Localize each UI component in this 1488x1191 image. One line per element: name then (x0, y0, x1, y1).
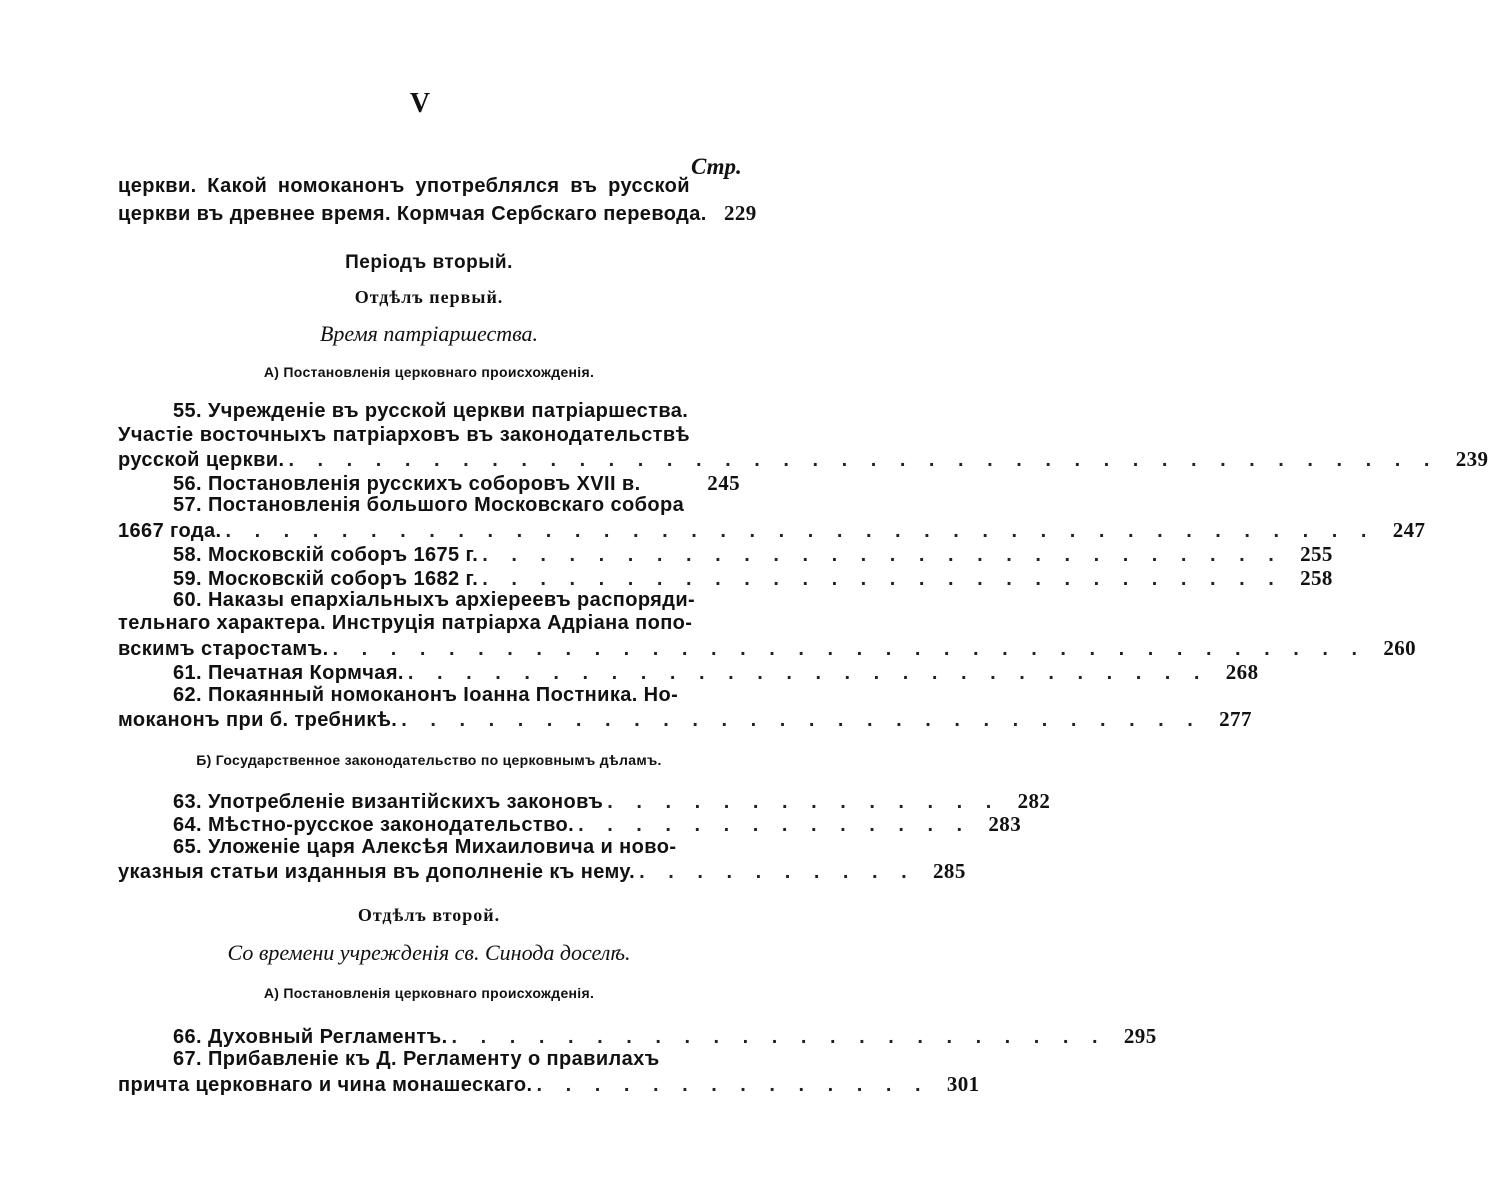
toc-line (118, 707, 1252, 733)
toc-line (118, 518, 1426, 544)
toc-line (118, 494, 740, 520)
toc-line-page: 301 (946, 1072, 980, 1096)
toc-line (118, 175, 740, 201)
toc-line-text: 59. Московскій соборъ 1682 г. (173, 568, 479, 590)
toc-line-text: 56. Постановленія русскихъ соборовъ XVII в. (173, 473, 641, 495)
dot-leader: . . . . . . . . . . . . . . . . . . . . . . . . . . . . . . . . . . . . . . . . (288, 449, 1439, 471)
dot-leader: . . . . . . . . . . . . . . . . . . . . . . . (451, 1026, 1107, 1048)
toc-line (118, 400, 740, 426)
toc-line (118, 542, 1333, 568)
toc-line-text: 61. Печатная Кормчая. (173, 662, 404, 684)
department-subtitle: Со времени учрежденія св. Синода доселѣ. (227, 940, 631, 965)
toc-line-page: 283 (988, 812, 1022, 836)
toc-line-text: вскимъ старостамъ. (118, 638, 329, 660)
toc-line-page: 247 (1392, 518, 1426, 542)
toc-line-page: 245 (707, 471, 740, 495)
toc-line (118, 812, 1022, 838)
dot-leader: . . . . . . . . . . . . . . (578, 814, 972, 836)
department-subtitle: Время патріаршества. (319, 321, 539, 346)
toc-line-text: 1667 года. (118, 520, 222, 542)
toc-line-text: 67. Прибавленіе къ Д. Регламенту о правилахъ (173, 1048, 660, 1070)
left-margin-strip (0, 0, 105, 1191)
toc-line-page: 277 (1219, 707, 1252, 731)
department-heading: Отдѣлъ второй. (357, 905, 501, 925)
period-heading: Періодъ вторый. (345, 252, 513, 273)
dot-leader: . . . . . . . . . . . . . . . . . . . . . . . . . . . . . . . . . . . . (332, 638, 1367, 660)
toc-line-text: русской церкви. (118, 449, 285, 471)
dot-leader: . . . . . . . . . . . . . . . . . . . . . . . . . . . . . . . . . . . . . . . . (225, 520, 1376, 542)
toc-line-page: 239 (1455, 447, 1488, 471)
toc-line-page: 229 (724, 201, 757, 225)
toc-line-text: причта церковнаго и чина монашескаго. (118, 1074, 533, 1096)
toc-line (118, 612, 740, 638)
toc-line-page: 255 (1300, 542, 1333, 566)
toc-line-page: 285 (933, 859, 966, 883)
dot-leader: . . . . . . . . . . . . . . (536, 1074, 930, 1096)
department-heading: Отдѣлъ первый. (354, 287, 504, 307)
section-heading: Б) Государственное законодательство по церковнымъ дѣламъ. (196, 752, 662, 768)
toc-line-page: 260 (1383, 636, 1417, 660)
toc-line-text: 57. Постановленія большого Московскаго собора (173, 494, 685, 516)
toc-line-text: Участіе восточныхъ патріарховъ въ законодательствѣ (118, 424, 690, 446)
toc-line-text: церкви. Какой номоканонъ употреблялся въ русской (118, 175, 690, 197)
toc-line-page: 295 (1123, 1024, 1157, 1048)
toc-line-page: 258 (1300, 566, 1333, 590)
toc-line (118, 660, 1259, 686)
toc-line-text: церкви въ древнее время. Кормчая Сербскаго перевода. (118, 203, 707, 225)
toc-line-page: 268 (1225, 660, 1259, 684)
dot-leader: . . . . . . . . . . (639, 861, 916, 883)
toc-line-text: 65. Уложеніе царя Алексѣя Михаиловича и ново- (173, 836, 677, 858)
section-heading: А) Постановленія церковнаго происхожденія. (263, 364, 595, 380)
toc-line-text: моканонъ при б. требникѣ. (118, 709, 398, 731)
toc-line-text: 66. Духовный Регламентъ. (173, 1026, 448, 1048)
toc-line (118, 636, 1417, 662)
toc-line-text: 58. Московскій соборъ 1675 г. (173, 544, 479, 566)
toc-line (118, 1024, 1157, 1050)
toc-line (118, 201, 757, 227)
toc-line (118, 1048, 740, 1074)
toc-line-text: 60. Наказы епархіальныхъ архіереевъ распоряди- (173, 589, 696, 611)
toc-line (118, 1072, 980, 1098)
toc-line-page: 282 (1017, 789, 1051, 813)
section-heading: А) Постановленія церковнаго происхожденія. (263, 985, 595, 1001)
dot-leader: . . . . . . . . . . . . . . . . . . . . . . . . . . . . (482, 544, 1283, 566)
dot-leader: . . . . . . . . . . . . . . . . . . . . . . . . . . . . (482, 568, 1283, 590)
dot-leader: . . . . . . . . . . . . . . . . . . . . . . . . . . . . (407, 662, 1209, 684)
dot-leader: . . . . . . . . . . . . . . (607, 791, 1001, 813)
dot-leader: . . . . . . . . . . . . . . . . . . . . . . . . . . . . (401, 709, 1202, 731)
page-column-label: Стр. (691, 154, 742, 179)
toc-line-text: 62. Покаянный номоканонъ Іоанна Постника. Но- (173, 684, 679, 706)
toc-line-text: 64. Мѣстно-русское законодательство. (173, 814, 575, 836)
toc-line (118, 447, 1488, 473)
toc-line-text: 63. Употребленіе византійскихъ законовъ (173, 791, 604, 813)
toc-line (118, 859, 966, 885)
toc-line-text: 55. Учрежденіе въ русской церкви патріаршества. (173, 400, 689, 422)
toc-line-text: указныя статьи изданныя въ дополненіе къ нему. (118, 861, 636, 883)
toc-line-text: тельнаго характера. Инструція патріарха Адріана попо- (118, 612, 693, 634)
page-number: V (409, 88, 431, 119)
